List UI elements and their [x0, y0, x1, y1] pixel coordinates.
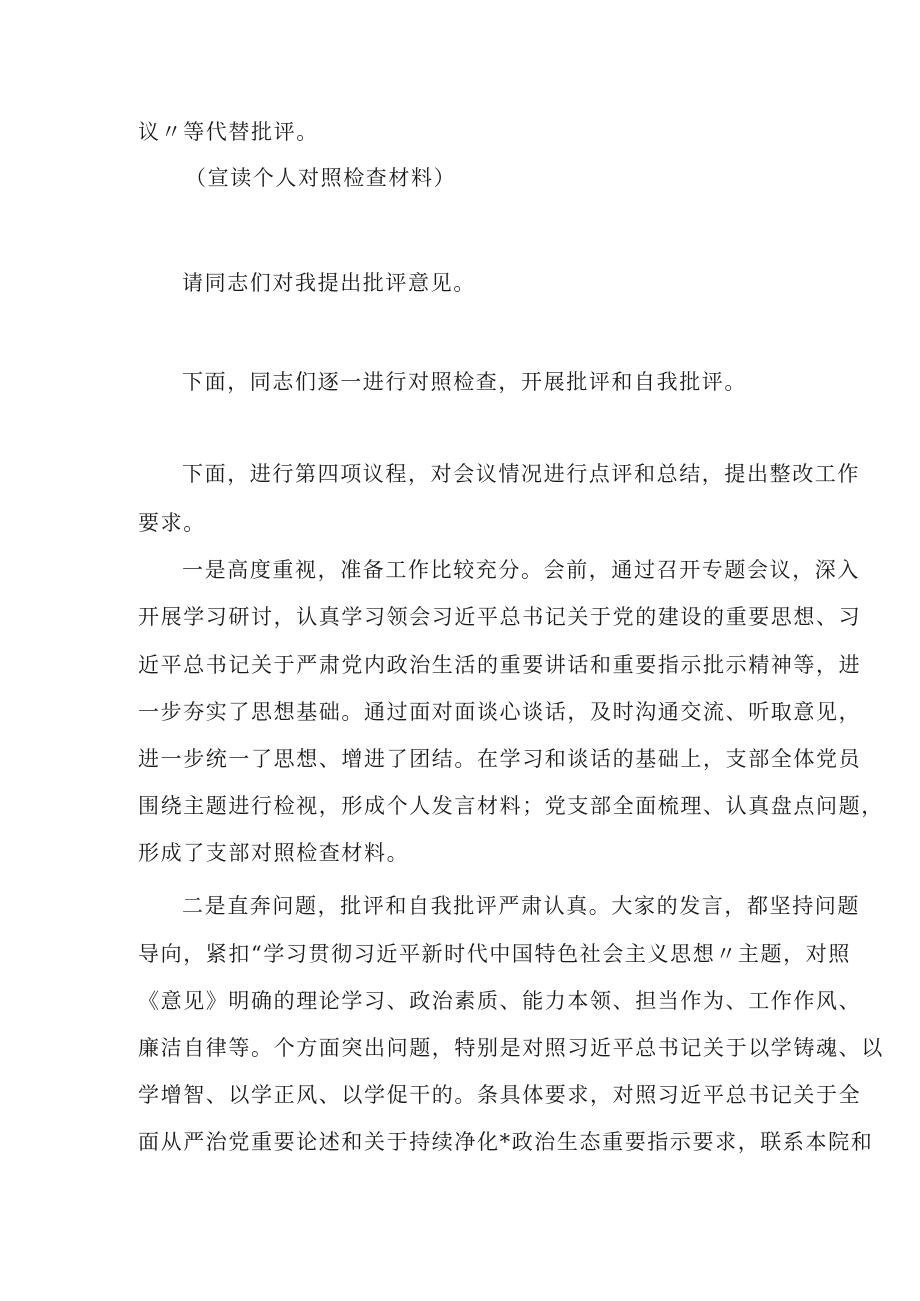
text-line-11: 进一步统一了思想、增进了团结。在学习和谈话的基础上，支部全体党员	[138, 747, 862, 771]
text-line-12: 围绕主题进行检视，形成个人发言材料；党支部全面梳理、认真盘点问题，	[138, 794, 884, 818]
text-line-6: 要求。	[138, 511, 206, 535]
text-line-19: 面从严治党重要论述和关于持续净化*政治生态重要指示要求，联系本院和	[138, 1130, 874, 1154]
text-line-3: 请同志们对我提出批评意见。	[182, 271, 476, 295]
text-line-10: 一步夯实了思想基础。通过面对面谈心谈话，及时沟通交流、听取意见，	[138, 700, 862, 724]
text-line-16: 《意见》明确的理论学习、政治素质、能力本领、担当作为、工作作风、	[138, 989, 862, 1013]
text-line-8: 开展学习研讨，认真学习领会习近平总书记关于党的建设的重要思想、习	[138, 605, 862, 629]
text-line-5: 下面，进行第四项议程，对会议情况进行点评和总结，提出整改工作	[182, 462, 860, 486]
text-line-2: （宣读个人对照检查材料）	[185, 166, 457, 190]
text-line-7: 一是高度重视，准备工作比较充分。会前，通过召开专题会议，深入	[182, 558, 860, 582]
text-line-13: 形成了支部对照检查材料。	[138, 841, 410, 865]
text-line-1: 议〃等代替批评。	[138, 120, 319, 144]
text-line-17: 廉洁自律等。个方面突出问题，特别是对照习近平总书记关于以学铸魂、以	[138, 1036, 884, 1060]
text-line-15: 导向，紧扣“学习贯彻习近平新时代中国特色社会主义思想〃主题，对照	[138, 942, 851, 966]
text-line-9: 近平总书记关于严肃党内政治生活的重要讲话和重要指示批示精神等，进	[138, 653, 862, 677]
text-line-18: 学增智、以学正风、以学促干的。条具体要求，对照习近平总书记关于全	[138, 1083, 862, 1107]
text-line-4: 下面，同志们逐一进行对照检查，开展批评和自我批评。	[182, 370, 747, 394]
text-line-14: 二是直奔问题，批评和自我批评严肃认真。大家的发言，都坚持问题	[182, 894, 860, 918]
